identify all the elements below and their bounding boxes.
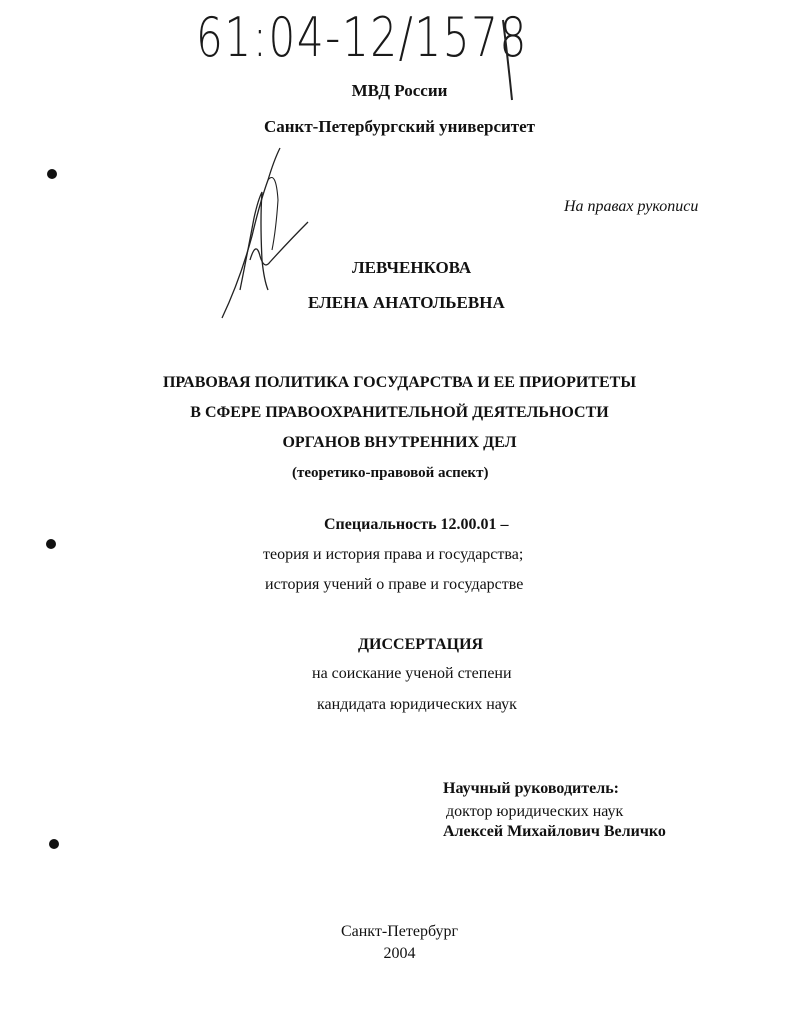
- title-line-1: ПРАВОВАЯ ПОЛИТИКА ГОСУДАРСТВА И ЕЕ ПРИОРИТЕТЫ: [162, 374, 637, 391]
- subtitle: (теоретико-правовой аспект): [292, 465, 489, 481]
- dissertation-line-1: на соискание ученой степени: [312, 665, 512, 682]
- specialty-line-2: история учений о праве и государстве: [265, 576, 524, 593]
- supervisor-degree: доктор юридических наук: [446, 803, 624, 820]
- title-line-2: В СФЕРЕ ПРАВООХРАНИТЕЛЬНОЙ ДЕЯТЕЛЬНОСТИ: [190, 404, 609, 421]
- university: Санкт-Петербургский университет: [263, 117, 536, 136]
- specialty-heading: Специальность 12.00.01 –: [324, 516, 509, 533]
- binding-hole-icon: [43, 536, 59, 552]
- manuscript-note: На правах рукописи: [564, 198, 699, 215]
- title-line-3: ОРГАНОВ ВНУТРЕННИХ ДЕЛ: [282, 434, 517, 451]
- ministry: МВД России: [351, 81, 448, 100]
- binding-hole-icon: [46, 836, 62, 852]
- specialty-line-1: теория и история права и государства;: [263, 546, 524, 563]
- year: 2004: [383, 945, 416, 962]
- author-surname: ЛЕВЧЕНКОВА: [352, 258, 472, 277]
- city: Санкт-Петербург: [340, 923, 459, 940]
- supervisor-name: Алексей Михайлович Величко: [443, 823, 666, 840]
- archive-number: 61:04-12/1578: [196, 6, 528, 69]
- dissertation-heading: ДИССЕРТАЦИЯ: [358, 636, 484, 653]
- author-name: ЕЛЕНА АНАТОЛЬЕВНА: [308, 293, 505, 312]
- supervisor-label: Научный руководитель:: [443, 780, 619, 797]
- binding-hole-icon: [44, 166, 60, 182]
- dissertation-line-2: кандидата юридических наук: [317, 696, 517, 713]
